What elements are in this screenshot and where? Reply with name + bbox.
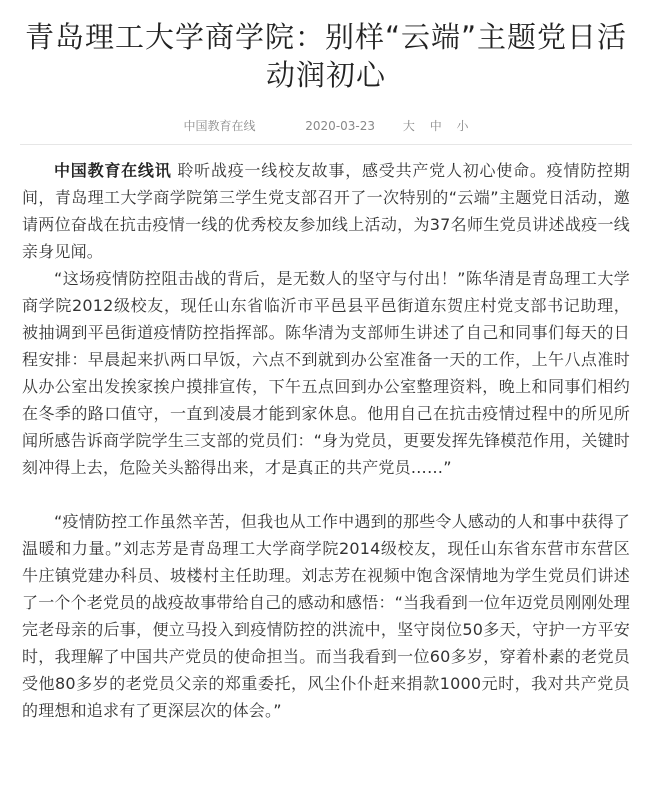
article-source: 中国教育在线: [183, 119, 256, 133]
article-body: [0, 157, 652, 724]
font-size-large-button[interactable]: 大: [402, 119, 415, 133]
article-meta: [20, 116, 632, 145]
news-source-lead: 中国教育在线讯: [54, 161, 172, 180]
paragraph-text: 聆听战疫一线校友故事，感受共产党人初心使命。疫情防控期间，青岛理工大学商学院第三学生党支部召开了一次特别的“云端”主题党日活动，邀请两位奋战在抗击疫情一线的优秀校友参加线上活动，为37名师生党员讲述战疫一线亲身见闻。: [22, 161, 630, 261]
article-date: 2020-03-23: [305, 119, 376, 133]
article-title: 青岛理工大学商学院：别样“云端”主题党日活动润初心: [24, 20, 628, 92]
article-paragraph: [22, 157, 630, 265]
font-size-medium-button[interactable]: 中: [429, 119, 442, 133]
article-paragraph: “这场疫情防控阻击战的背后，是无数人的坚守与付出！”陈华清是青岛理工大学商学院2012级校友，现任山东省临沂市平邑县平邑街道东贺庄村党支部书记助理，被抽调到平邑街道疫情防控指挥部。陈华清为支部师生讲述了自己和同事们每天的日程安排：早晨起来扒两口早饭，六点不到就到办公室准备一天的工作，上午八点准时从办公室出发挨家挨户摸排宣传，下午五点回到办公室整理资料，晚上和同事们相约在冬季的路口值守，一直到凌晨才能到家休息。他用自己在抗击疫情过程中的所见所闻所感告诉商学院学生三支部的党员们：“身为党员，更要发挥先锋模范作用，关键时刻冲得上去，危险关头豁得出来，才是真正的共产党员……”: [22, 269, 630, 477]
article-paragraph: “疫情防控工作虽然辛苦，但我也从工作中遇到的那些令人感动的人和事中获得了温暖和力量。”刘志芳是青岛理工大学商学院2014级校友，现任山东省东营市东营区牛庄镇党建办科员、坡楼村主任助理。刘志芳在视频中饱含深情地为学生党员们讲述了一个个老党员的战疫故事带给自己的感动和感悟：“当我看到一位年迈党员刚刚处理完老母亲的后事，便立马投入到疫情防控的洪流中，坚守岗位50多天，守护一方平安时，我理解了中国共产党员的使命担当。而当我看到一位60多岁，穿着朴素的老党员受他80多岁的老党员父亲的郑重委托，风尘仆仆赶来捐款1000元时，我对共产党员的理想和追求有了更深层次的体会。”: [22, 512, 630, 720]
font-size-small-button[interactable]: 小: [456, 119, 469, 133]
